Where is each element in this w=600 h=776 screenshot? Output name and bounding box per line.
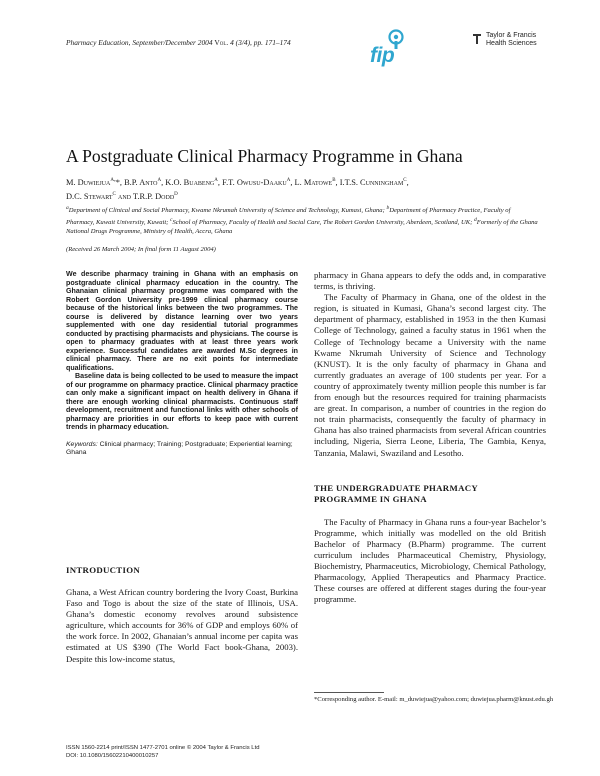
journal-volume-label: Vol. [214,38,229,47]
abstract-paragraph: We describe pharmacy training in Ghana with an emphasis on postgraduate clinical pharmacy education in the country. The Ghanaian clinical pharmacy programme was compared with the Robert Gordon University pre-1999 clinical pharmacy course because of the historical links between the two programmes. The course is delivered by distance learning over two years supplemented with one day residential tutorial programmes conducted by practising pharmacists and physicians. The course is open to pharmacy graduates with at least three years work experience. Successful candidates are awarded M.Sc degrees in clinical pharmacy. There are no exit points for intermediate qualifications. [66,270,298,372]
keywords-list: Clinical pharmacy; Training; Postgraduate; Experiential learning; Ghana [66,440,293,456]
fip-logo-text: fip [370,44,395,67]
section-heading-line: THE UNDERGRADUATE PHARMACY [314,482,479,493]
right-column [314,270,546,605]
affiliations: $^a$Department of Clinical and Social Pharmacy, Kwame Nkrumah University of Science and Technology, Kumasi, Ghana; $^b$Department of Pharmacy Practice, Faculty of Pharmacy, Kuwait University, Kuwait; $^c$School of Pharmacy, Faculty of Health and Social Care, The Robert Gordon University, Aberdeen, Scotland, UK; $^d$Formerly of the Ghana National Drugs Programme, Ministry of Health, Accra, Ghana [66,205,538,235]
issn-footer [66,744,260,760]
section-heading-undergraduate [314,483,546,505]
section-heading-introduction: INTRODUCTION [66,565,140,575]
publisher-name: Taylor & Francis [486,32,537,39]
abstract-paragraph: Baseline data is being collected to be used to measure the impact of our programme on pharmacy practice. Clinical pharmacy practice can only make a significant impact on health delivery in Ghana if there are enough working clinical pharmacists. Continuous staff development, recruitment and functional links with other schools of pharmacy are priorities in our efforts to keep pace with current trends in pharmacy education. [66,372,298,431]
abstract [66,270,298,432]
publisher-imprint: Health Sciences [486,40,537,47]
doi-line: DOI: 10.1080/15602210400010257 [66,753,159,759]
body-paragraph: pharmacy in Ghana appears to defy the odds and, in comparative terms, is thriving. [314,270,546,292]
issn-line: ISSN 1560-2214 print/ISSN 1477-2701 online © 2004 Taylor & Francis Ltd [66,745,260,751]
author-list [66,174,546,202]
left-column [66,270,298,458]
received-dates: (Received 26 March 2004; In final form 11 August 2004) [66,246,216,253]
keywords [66,441,298,458]
corresponding-author-footnote: *Corresponding author. E-mail: m_duwiejua@yahoo.com; duwiejua.pharm@knust.edu.gh [314,696,554,703]
section-heading-line: PROGRAMME IN GHANA [314,493,427,504]
fip-logo [366,28,426,72]
body-paragraph: Ghana, a West African country bordering the Ivory Coast, Burkina Faso and Togo is about the size of the state of Illinois, USA. Ghana’s domestic economy revolves around subsistence agriculture, which accounts for 36% of GDP and employs 60% of the work force. In 2002, Ghanaian’s annual income per capita was estimated at US $390 (The World Fact book-Ghana, 2003). Despite this low-income status, [66,587,298,664]
journal-name: Pharmacy Education, [66,38,131,47]
taylor-francis-icon [472,33,482,45]
publisher-mark [472,32,537,48]
journal-running-head [66,38,291,47]
body-paragraph: The Faculty of Pharmacy in Ghana, one of the oldest in the region, is situated in Kumasi, Ghana’s second largest city. The department of pharmacy, established in 1953 in the then Kumasi College of Technology, gained a faculty status in 1961 when the College of Technology became a University with the name Kwame Nkrumah University of Science and Technology (KNUST). It is the only faculty of pharmacy in Ghana and currently graduates an average of 100 students per year. For a country of approximately twenty million people this number is far from enough but the resources required for training pharmacists are great. In comparison, a number of countries in the region do not train pharmacists, consequently the faculty of pharmacy in Ghana has also trained pharmacists from several African countries including, Nigeria, Sierra Leone, Liberia, The Gambia, Kenya, Tanzania, Malawi, Swaziland and Lesotho. [314,292,546,458]
keywords-label: Keywords: [66,440,98,448]
footnote-rule [314,692,384,693]
journal-volume-pages: 4 (3/4), pp. 171–174 [230,38,291,47]
article-title: A Postgraduate Clinical Pharmacy Programme in Ghana [66,146,463,166]
introduction-text [66,587,298,665]
journal-issue: September/December 2004 [132,38,213,47]
author-line: M. Duwiejua$^{a,}$*, B.P. Anto$^a$, K.O. Buabeng$^a$, F.T. Owusu-Daaku$^a$, L. Matowe$^b$, I.T.S. Cunningham$^c$, [66,175,409,187]
author-line: D.C. Stewart$^c$ and T.R.P. Dodd$^d$ [66,188,178,201]
body-paragraph: The Faculty of Pharmacy in Ghana runs a four-year Bachelor’s Programme, which initially was modelled on the old British Bachelor of Pharmacy (B.Pharm) programme. The current curriculum includes Pharmaceutical Chemistry, Physiology, Biochemistry, Pharmaceutics, Microbiology, Chemical Pathology, Pharmacology, Applied Therapeutics and Pharmacy Practice. These courses are offered at different stages during the four-year programme. [314,516,546,605]
